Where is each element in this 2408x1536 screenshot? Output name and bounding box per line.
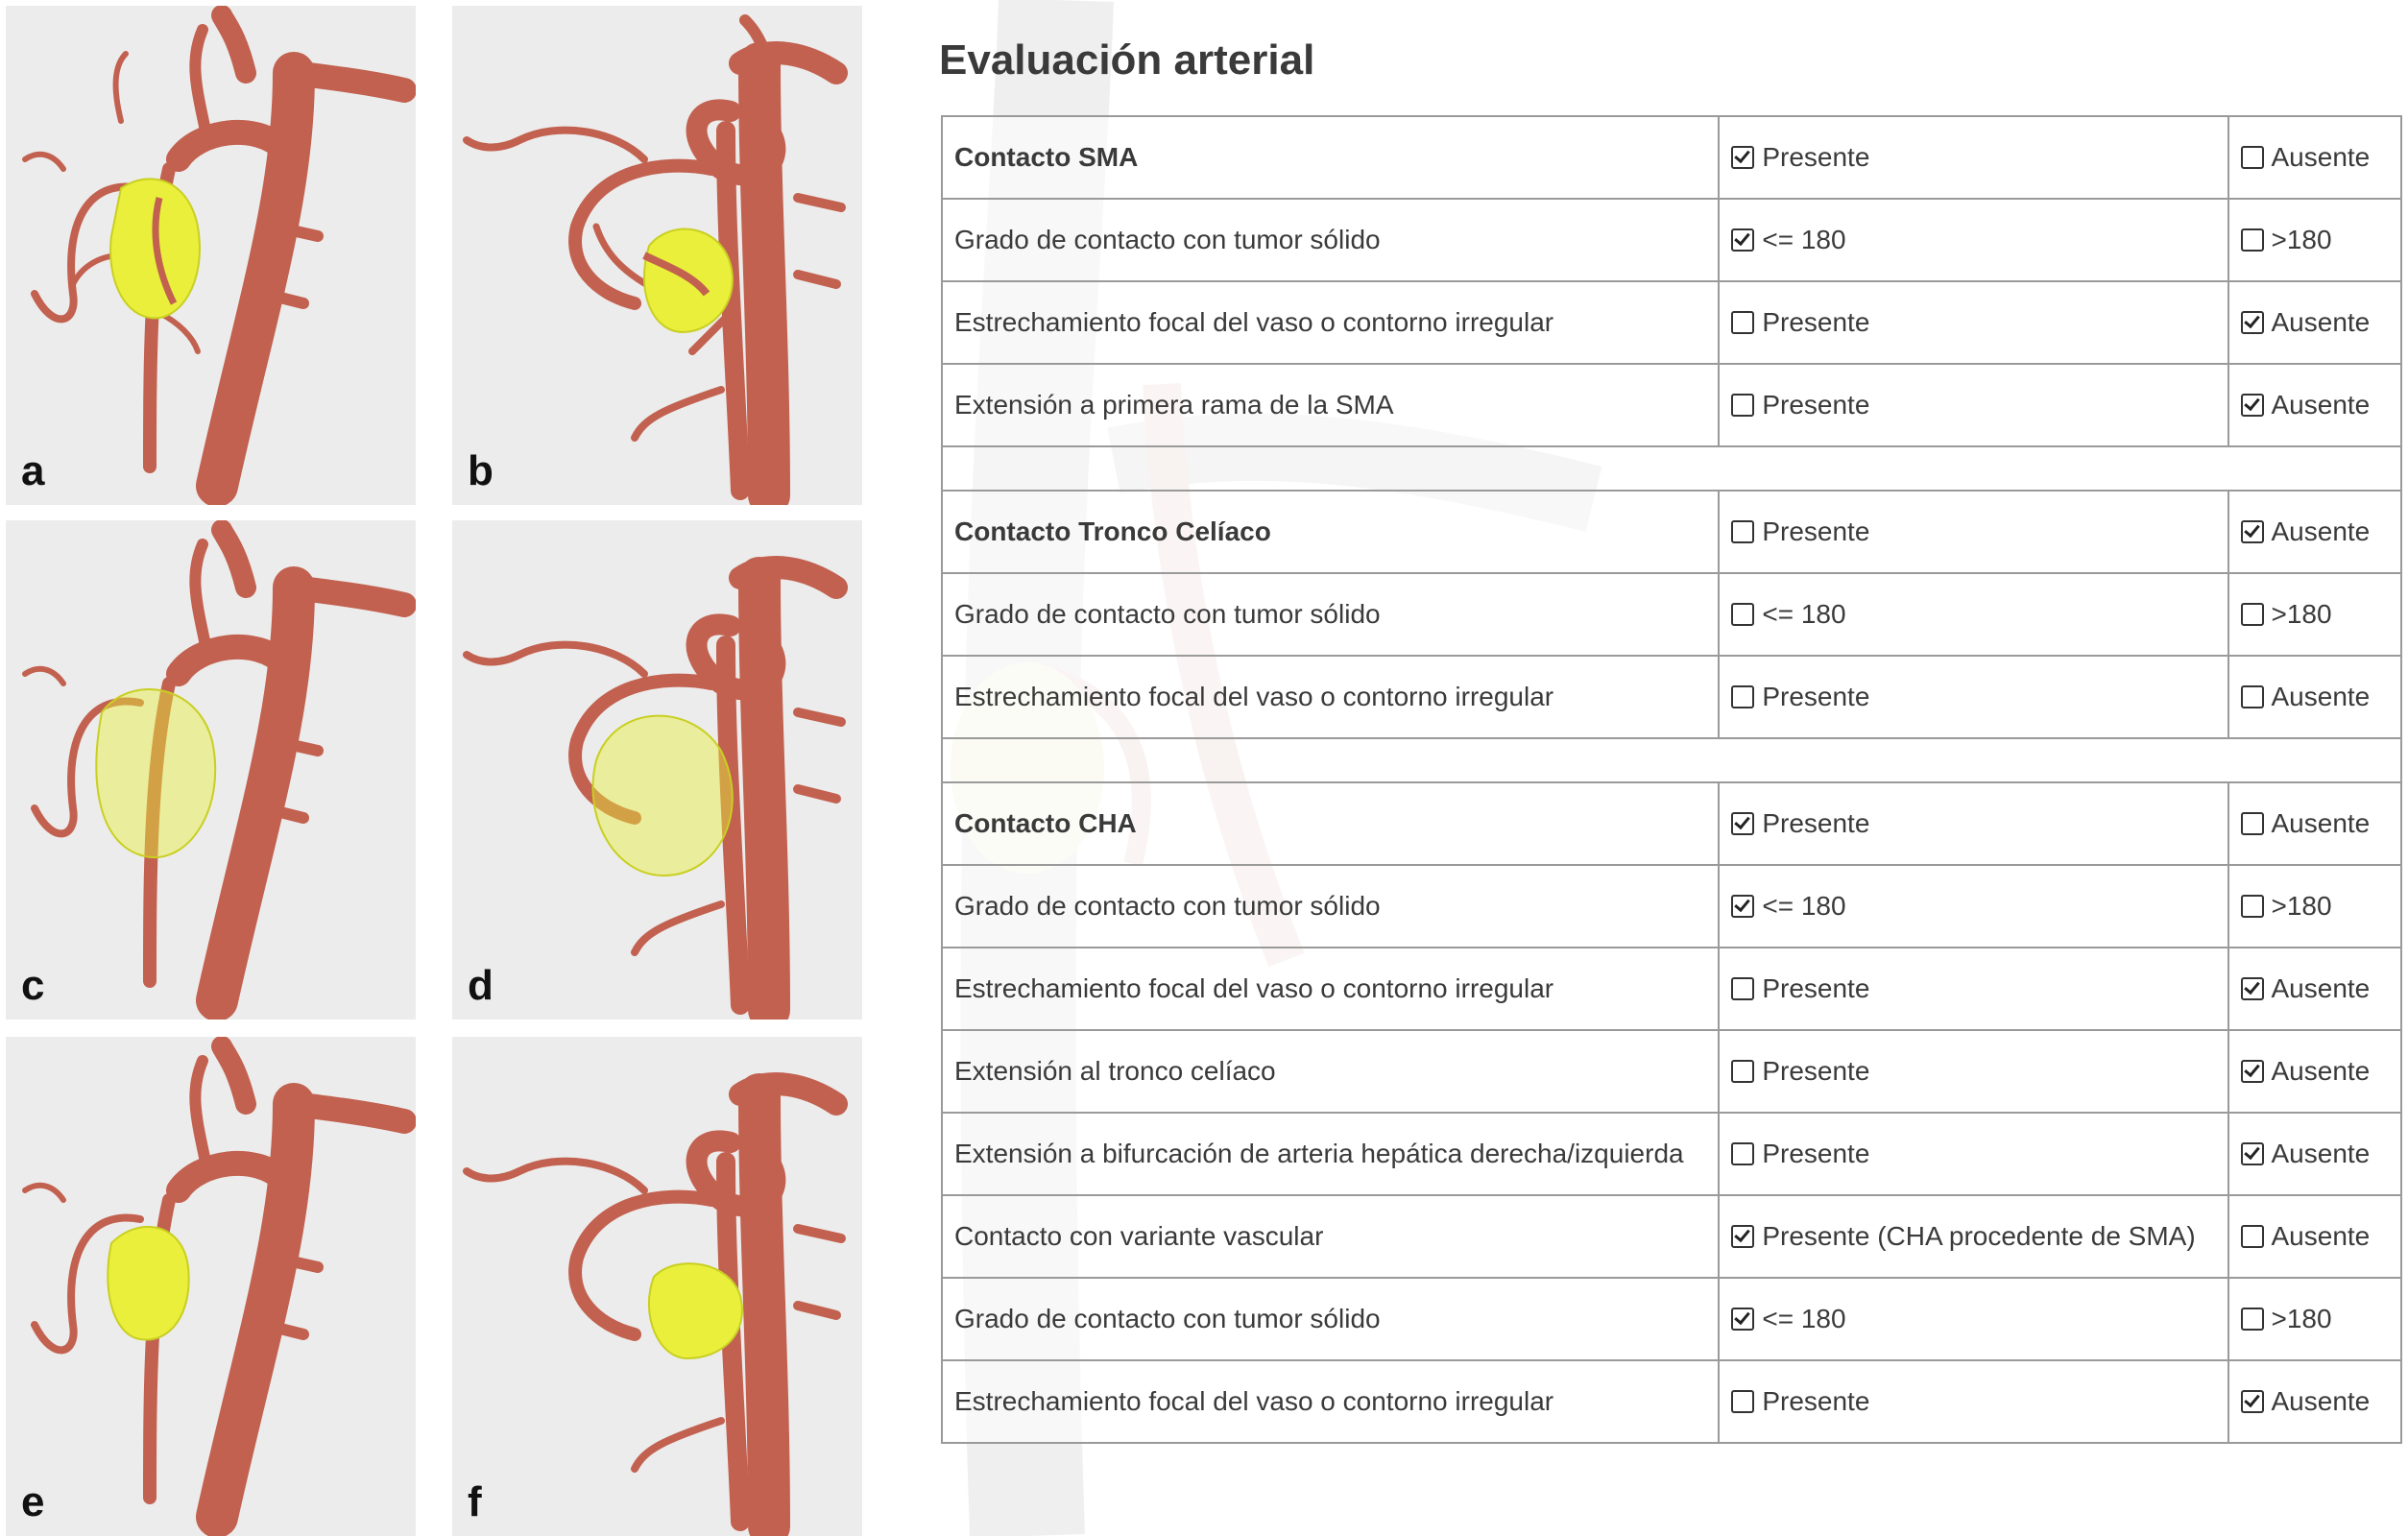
section-spacer — [942, 738, 2401, 782]
option-cell[interactable] — [2228, 491, 2402, 573]
checkbox[interactable] — [1731, 977, 1754, 1000]
criterion-label: Extensión al tronco celíaco — [942, 1030, 1719, 1113]
panel-label: b — [468, 447, 494, 494]
option-label: Ausente — [2271, 142, 2371, 172]
option-cell[interactable] — [2228, 782, 2402, 865]
vessel-render-d — [452, 520, 862, 1020]
table-row — [942, 1113, 2401, 1195]
checkbox[interactable] — [1731, 1390, 1754, 1413]
criterion-label: Contacto Tronco Celíaco — [942, 491, 1719, 573]
option-cell[interactable] — [2228, 656, 2402, 738]
criterion-label: Estrechamiento focal del vaso o contorno irregular — [942, 281, 1719, 364]
criterion-label: Extensión a bifurcación de arteria hepática derecha/izquierda — [942, 1113, 1719, 1195]
vessel-render-e — [6, 1037, 416, 1536]
option-label: Presente — [1762, 1056, 1870, 1086]
option-label: Ausente — [2271, 307, 2371, 337]
criterion-label: Extensión a primera rama de la SMA — [942, 364, 1719, 446]
option-label: <= 180 — [1762, 1304, 1846, 1333]
option-cell[interactable] — [1719, 491, 2227, 573]
option-cell[interactable] — [2228, 1030, 2402, 1113]
criterion-label: Contacto con variante vascular — [942, 1195, 1719, 1278]
table-row — [942, 364, 2401, 446]
option-cell[interactable] — [1719, 281, 2227, 364]
vessel-render-c — [6, 520, 416, 1020]
table-row — [942, 865, 2401, 948]
checkbox[interactable] — [2241, 685, 2264, 708]
option-cell[interactable] — [1719, 1278, 2227, 1360]
checkbox[interactable] — [1731, 394, 1754, 417]
checkbox[interactable] — [2241, 895, 2264, 918]
checkbox[interactable] — [2241, 977, 2264, 1000]
section-header-row — [942, 491, 2401, 573]
criterion-label: Estrechamiento focal del vaso o contorno irregular — [942, 656, 1719, 738]
option-cell[interactable] — [2228, 573, 2402, 656]
table-row — [942, 656, 2401, 738]
option-label: Ausente — [2271, 973, 2371, 1003]
table-row — [942, 1030, 2401, 1113]
option-cell[interactable] — [2228, 948, 2402, 1030]
criterion-label: Grado de contacto con tumor sólido — [942, 865, 1719, 948]
option-cell[interactable] — [1719, 1195, 2227, 1278]
option-cell[interactable] — [2228, 1195, 2402, 1278]
option-cell[interactable] — [1719, 656, 2227, 738]
option-label: Presente — [1762, 390, 1870, 420]
checkbox[interactable] — [1731, 1060, 1754, 1083]
option-label: Presente — [1762, 808, 1870, 838]
spacer-cell — [942, 738, 2401, 782]
option-cell[interactable] — [1719, 364, 2227, 446]
option-cell[interactable] — [1719, 1113, 2227, 1195]
option-label: Ausente — [2271, 1221, 2371, 1251]
spacer-cell — [942, 446, 2401, 491]
checkbox[interactable] — [1731, 812, 1754, 835]
option-label: Ausente — [2271, 808, 2371, 838]
checkbox[interactable] — [1731, 520, 1754, 543]
vessel-render-f — [452, 1037, 862, 1536]
vessel-render-b — [452, 6, 862, 505]
option-label: Ausente — [2271, 1139, 2371, 1168]
panel-label: d — [468, 962, 494, 1009]
table-row — [942, 948, 2401, 1030]
checkbox[interactable] — [2241, 812, 2264, 835]
panel-label: c — [21, 962, 45, 1009]
evaluation-area — [922, 0, 2408, 1536]
option-label: Ausente — [2271, 1056, 2371, 1086]
render-panel-c — [6, 520, 416, 1020]
option-label: Presente — [1762, 142, 1870, 172]
option-label: Presente — [1762, 307, 1870, 337]
criterion-label: Grado de contacto con tumor sólido — [942, 1278, 1719, 1360]
render-panel-e — [6, 1037, 416, 1536]
option-cell[interactable] — [1719, 573, 2227, 656]
option-label: >180 — [2271, 225, 2332, 254]
criterion-label: Estrechamiento focal del vaso o contorno irregular — [942, 948, 1719, 1030]
option-label: Ausente — [2271, 1386, 2371, 1416]
checkbox[interactable] — [1731, 1225, 1754, 1248]
table-row — [942, 1278, 2401, 1360]
option-cell[interactable] — [2228, 199, 2402, 281]
checkbox[interactable] — [2241, 311, 2264, 334]
checkbox[interactable] — [1731, 895, 1754, 918]
option-label: Presente — [1762, 1386, 1870, 1416]
table-row — [942, 1195, 2401, 1278]
checkbox[interactable] — [2241, 1225, 2264, 1248]
checkbox[interactable] — [1731, 1142, 1754, 1165]
checkbox[interactable] — [1731, 311, 1754, 334]
option-label: Ausente — [2271, 682, 2371, 711]
option-label: Presente — [1762, 516, 1870, 546]
checkbox[interactable] — [2241, 1390, 2264, 1413]
checkbox[interactable] — [1731, 146, 1754, 169]
option-cell[interactable] — [2228, 1360, 2402, 1443]
section-spacer — [942, 446, 2401, 491]
option-cell[interactable] — [2228, 281, 2402, 364]
option-cell[interactable] — [1719, 1360, 2227, 1443]
panel-label: a — [21, 447, 45, 494]
checkbox[interactable] — [2241, 1142, 2264, 1165]
option-label: Ausente — [2271, 516, 2371, 546]
option-label: Presente — [1762, 1139, 1870, 1168]
option-label: Presente — [1762, 973, 1870, 1003]
evaluation-table — [941, 115, 2402, 1444]
option-cell[interactable] — [2228, 1278, 2402, 1360]
table-row — [942, 281, 2401, 364]
panel-label: f — [468, 1478, 482, 1525]
criterion-label: Estrechamiento focal del vaso o contorno irregular — [942, 1360, 1719, 1443]
checkbox[interactable] — [2241, 146, 2264, 169]
section-header-row — [942, 782, 2401, 865]
option-cell[interactable] — [1719, 782, 2227, 865]
checkbox[interactable] — [2241, 603, 2264, 626]
criterion-label: Grado de contacto con tumor sólido — [942, 199, 1719, 281]
render-panel-a — [6, 6, 416, 505]
checkbox[interactable] — [1731, 685, 1754, 708]
option-cell[interactable] — [2228, 1113, 2402, 1195]
option-cell[interactable] — [1719, 199, 2227, 281]
checkbox[interactable] — [1731, 1308, 1754, 1331]
checkbox[interactable] — [1731, 603, 1754, 626]
option-label: Ausente — [2271, 390, 2371, 420]
checkbox[interactable] — [1731, 228, 1754, 252]
vessel-render-a — [6, 6, 416, 505]
option-cell[interactable] — [2228, 364, 2402, 446]
option-label: Presente — [1762, 682, 1870, 711]
panel-label: e — [21, 1478, 45, 1525]
criterion-label: Grado de contacto con tumor sólido — [942, 573, 1719, 656]
table-row — [942, 1360, 2401, 1443]
option-label: >180 — [2271, 599, 2332, 629]
option-cell[interactable] — [2228, 865, 2402, 948]
checkbox[interactable] — [2241, 394, 2264, 417]
option-cell[interactable] — [1719, 116, 2227, 199]
option-label: <= 180 — [1762, 891, 1846, 921]
option-label: <= 180 — [1762, 225, 1846, 254]
option-label: <= 180 — [1762, 599, 1846, 629]
option-cell[interactable] — [1719, 948, 2227, 1030]
checkbox[interactable] — [2241, 1060, 2264, 1083]
option-cell[interactable] — [1719, 865, 2227, 948]
option-label: >180 — [2271, 1304, 2332, 1333]
render-panel-b — [452, 6, 862, 505]
option-label: >180 — [2271, 891, 2332, 921]
checkbox[interactable] — [2241, 520, 2264, 543]
render-panel-d — [452, 520, 862, 1020]
criterion-label: Contacto CHA — [942, 782, 1719, 865]
table-row — [942, 573, 2401, 656]
table-row — [942, 199, 2401, 281]
checkbox[interactable] — [2241, 1308, 2264, 1331]
render-panel-f — [452, 1037, 862, 1536]
option-label: Presente (CHA procedente de SMA) — [1762, 1221, 2196, 1251]
option-cell[interactable] — [1719, 1030, 2227, 1113]
section-header-row — [942, 116, 2401, 199]
criterion-label: Contacto SMA — [942, 116, 1719, 199]
page-title: Evaluación arterial — [939, 36, 1315, 84]
checkbox[interactable] — [2241, 228, 2264, 252]
option-cell[interactable] — [2228, 116, 2402, 199]
